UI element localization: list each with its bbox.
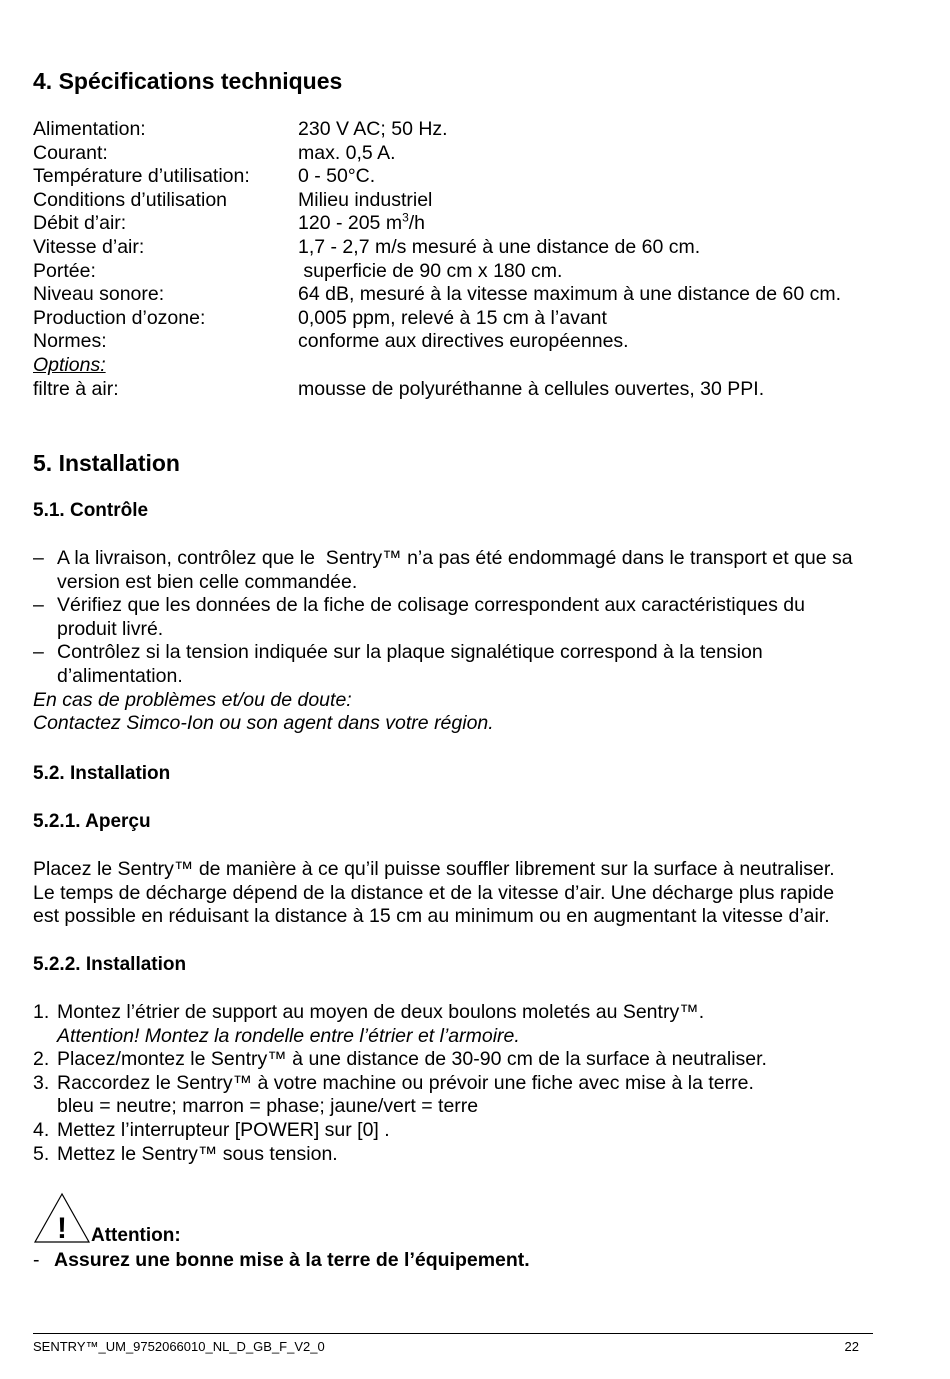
section-5-title: 5. Installation (33, 450, 180, 476)
spec-row (33, 260, 841, 284)
spec-value (298, 142, 841, 166)
option-row (33, 378, 841, 402)
spec-row (33, 283, 841, 307)
step-extra: bleu = neutre; marron = phase; jaune/vert = terre (57, 1095, 479, 1118)
spec-value (298, 260, 841, 284)
spec-value-text: 0 - 50°C. (298, 165, 376, 188)
section-5-1-title: 5.1. Contrôle (33, 500, 149, 521)
step-text: Montez l’étrier de support au moyen de deux boulons moletés au Sentry™. (57, 1001, 705, 1023)
spec-value (298, 330, 841, 354)
spec-label: Débit d’air: (33, 212, 127, 235)
spec-value (298, 118, 841, 142)
option-label: filtre à air: (33, 377, 119, 400)
installation-step (33, 1001, 767, 1048)
footer-divider (33, 1333, 873, 1334)
spec-value (298, 189, 841, 213)
warning-mark: ! (57, 1212, 67, 1244)
warning-text: Assurez une bonne mise à la terre de l’équipement. (54, 1249, 530, 1271)
section-5-2-1-title: 5.2.1. Aperçu (33, 811, 151, 832)
spec-label: Normes: (33, 330, 107, 353)
spec-value (298, 212, 841, 236)
installation-steps (33, 1001, 767, 1166)
warning-title: Attention: (91, 1225, 181, 1246)
section-4-title: 4. Spécifications techniques (33, 68, 343, 94)
spec-suffix: /h (408, 212, 426, 235)
spec-value-text: 230 V AC; 50 Hz. (298, 118, 448, 140)
spec-value-text: 120 - 205 m (298, 212, 403, 235)
spec-label: Température d’utilisation: (33, 165, 250, 188)
spec-label: Vitesse d’air: (33, 235, 145, 258)
checklist-line: version est bien celle commandée. (57, 570, 358, 593)
warning-line (33, 1249, 530, 1272)
spec-value-text: conforme aux directives européennes. (298, 330, 629, 353)
spec-superscript: 3 (402, 210, 409, 225)
spec-value-text: 1,7 - 2,7 m/s mesuré à une distance de 60 cm. (298, 235, 701, 258)
spec-row (33, 212, 841, 236)
spec-label: Production d’ozone: (33, 306, 206, 329)
spec-value (298, 283, 841, 307)
checklist-item (33, 641, 853, 688)
contact-note: Contactez Simco-Ion ou son agent dans votre région. (33, 712, 494, 735)
overview-paragraph (33, 858, 835, 929)
overview-line: Placez le Sentry™ de manière à ce qu’il puisse souffler librement sur la surface à neutraliser. (33, 858, 835, 880)
options-row (33, 354, 841, 378)
spec-value-text: superficie de 90 cm x 180 cm. (298, 259, 563, 282)
checklist-line: A la livraison, contrôlez que le Sentry™ n’a pas été endommagé dans le transport et que sa (57, 547, 853, 569)
problem-note: En cas de problèmes et/ou de doute: (33, 688, 352, 711)
dash-bullet: – (33, 641, 44, 664)
spec-value (298, 165, 841, 189)
installation-step (33, 1048, 767, 1072)
dash-bullet: – (33, 594, 44, 617)
options-label: Options: (33, 353, 106, 376)
overview-line: est possible en réduisant la distance à 15 cm au minimum ou en augmentant la vitesse d’air. (33, 905, 830, 928)
spec-value-text: max. 0,5 A. (298, 141, 396, 164)
spec-label: Portée: (33, 259, 96, 282)
spec-row (33, 307, 841, 331)
option-value: mousse de polyuréthanne à cellules ouvertes, 30 PPI. (298, 377, 765, 400)
spec-row (33, 165, 841, 189)
checklist-line: d’alimentation. (57, 664, 183, 687)
spec-label: Alimentation: (33, 118, 146, 140)
spec-label: Courant: (33, 141, 108, 164)
control-checklist (33, 547, 853, 689)
step-text: Mettez l’interrupteur [POWER] sur [0] . (57, 1118, 390, 1141)
spec-row (33, 189, 841, 213)
step-text: Mettez le Sentry™ sous tension. (57, 1142, 338, 1165)
checklist-line: Vérifiez que les données de la fiche de colisage correspondent aux caractéristiques du (57, 594, 805, 617)
control-block (33, 547, 853, 736)
footer-doc-id: SENTRY™_UM_9752066010_NL_D_GB_F_V2_0 (33, 1339, 325, 1354)
step-number: 5. (33, 1142, 50, 1165)
spec-value-text: 64 dB, mesuré à la vitesse maximum à une distance de 60 cm. (298, 283, 842, 306)
step-text: Placez/montez le Sentry™ à une distance de 30-90 cm de la surface à neutraliser. (57, 1048, 767, 1071)
installation-step (33, 1143, 767, 1167)
step-number: 4. (33, 1118, 50, 1141)
checklist-line: produit livré. (57, 617, 164, 640)
step-number: 1. (33, 1001, 50, 1023)
spec-row (33, 118, 841, 142)
spec-value-text: 0,005 ppm, relevé à 15 cm à l’avant (298, 306, 607, 329)
spec-value (298, 236, 841, 260)
dash-bullet: – (33, 547, 44, 569)
spec-value (298, 307, 841, 331)
section-5-2-title: 5.2. Installation (33, 763, 171, 784)
spec-table (33, 118, 841, 401)
step-number: 2. (33, 1048, 50, 1071)
section-5-2-2-title: 5.2.2. Installation (33, 954, 187, 975)
overview-line: Le temps de décharge dépend de la distance et de la vitesse d’air. Une décharge plus rapide (33, 881, 835, 904)
spec-row (33, 236, 841, 260)
installation-steps-block (33, 1001, 767, 1166)
page-number: 22 (844, 1339, 859, 1354)
step-text: Raccordez le Sentry™ à votre machine ou prévoir une fiche avec mise à la terre. (57, 1071, 754, 1094)
warning-triangle-icon (33, 1192, 91, 1244)
installation-step (33, 1119, 767, 1143)
spec-row (33, 142, 841, 166)
step-extra: Attention! Montez la rondelle entre l’étrier et l’armoire. (57, 1024, 520, 1047)
checklist-item (33, 547, 853, 594)
spec-label: Niveau sonore: (33, 283, 165, 306)
checklist-item (33, 594, 853, 641)
checklist-line: Contrôlez si la tension indiquée sur la plaque signalétique correspond à la tension (57, 641, 763, 664)
warning-bullet: - (33, 1249, 40, 1271)
spec-value-text: Milieu industriel (298, 188, 433, 211)
step-number: 3. (33, 1071, 50, 1094)
spec-row (33, 330, 841, 354)
page-footer (33, 1339, 859, 1354)
spec-label: Conditions d’utilisation (33, 188, 228, 211)
installation-step (33, 1072, 767, 1119)
